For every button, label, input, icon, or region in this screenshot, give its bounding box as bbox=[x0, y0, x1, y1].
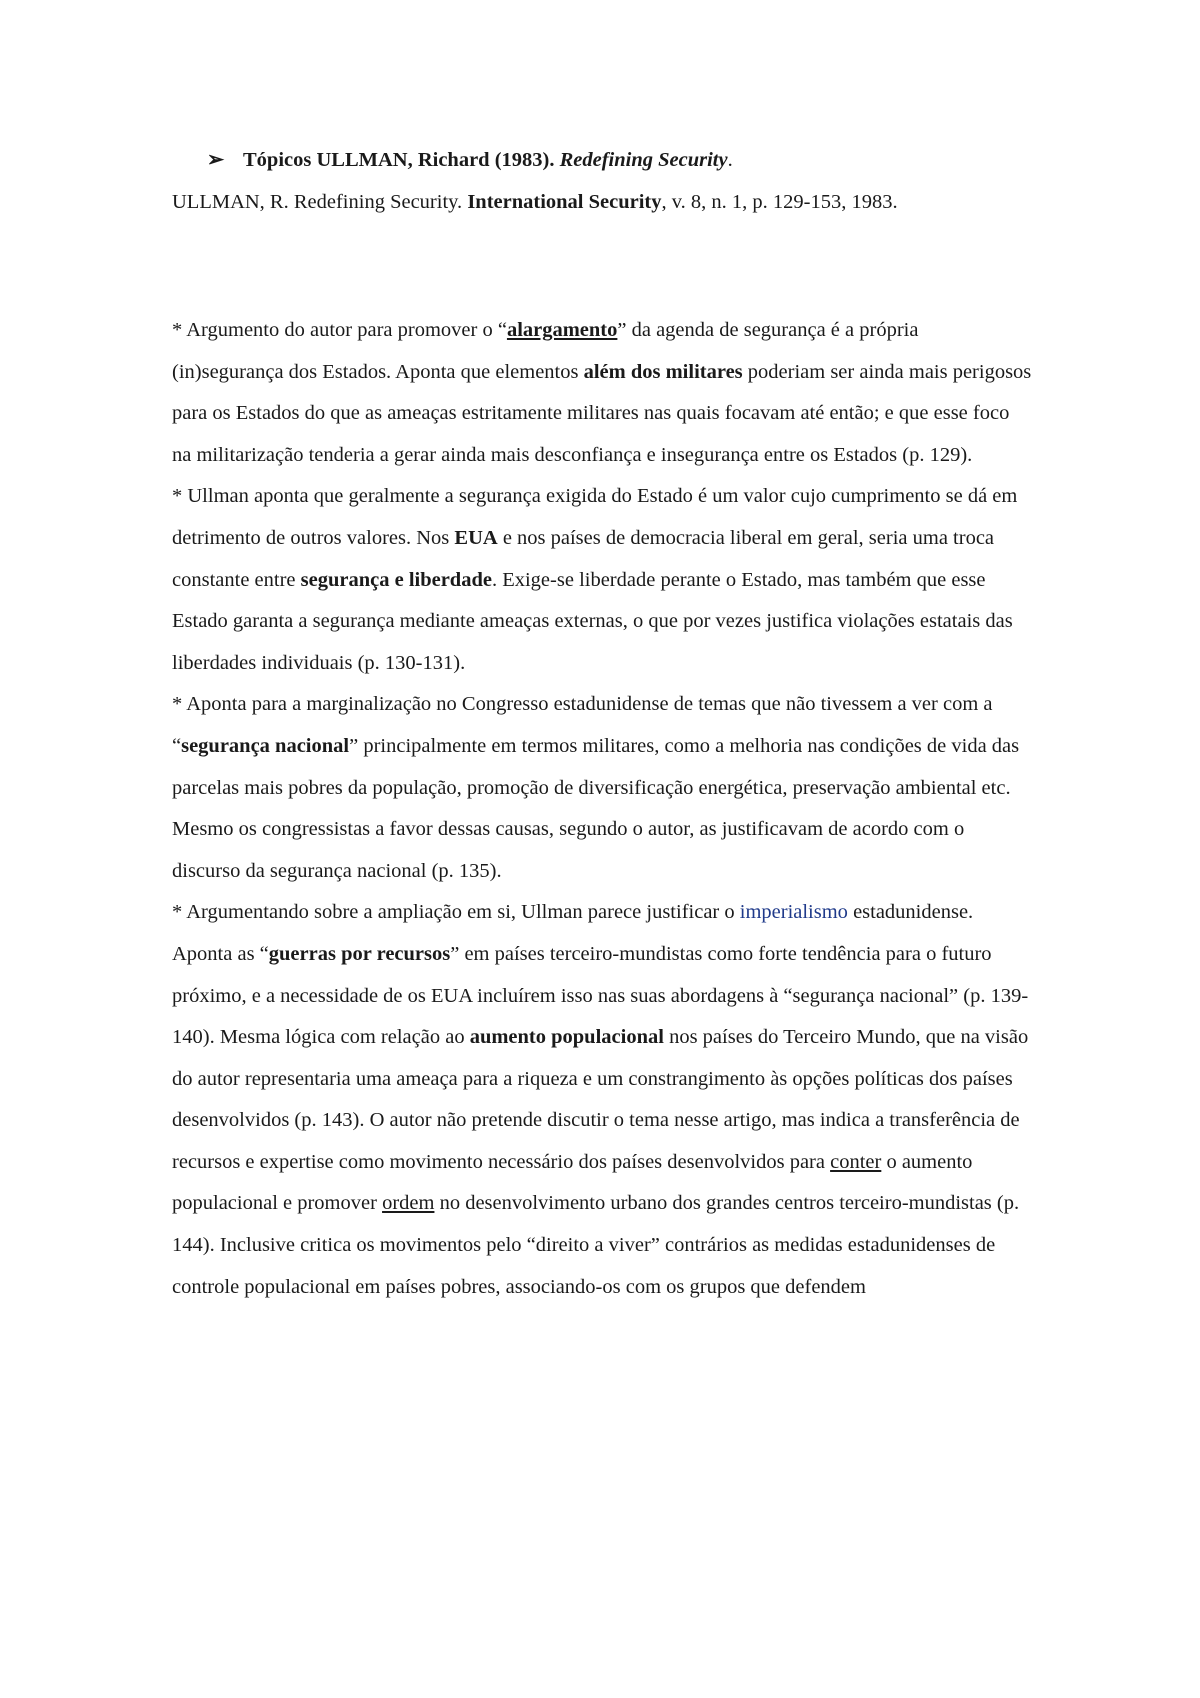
text-run: ” em países terceiro-mundistas como forte tendência para o futuro próximo, e a necessidade de os EUA incluírem isso nas suas abordagens à “segurança nacional” (p. 139-140). Mesma lógica com relação ao bbox=[172, 942, 1029, 1049]
underline-conter: conter bbox=[830, 1150, 882, 1173]
paragraph-imperialismo bbox=[172, 892, 1032, 1308]
document-heading bbox=[207, 146, 733, 174]
citation-suffix: , v. 8, n. 1, p. 129-153, 1983. bbox=[661, 191, 898, 213]
emphasis-aumento-populacional: aumento populacional bbox=[469, 1026, 664, 1049]
text-run: * Ullman aponta que geralmente a segurança exigida do Estado é um valor cujo cumprimento se dá em detrimento de outros valores. Nos bbox=[172, 485, 1018, 549]
heading-bold-text: Tópicos ULLMAN, Richard (1983). bbox=[243, 149, 560, 171]
paragraph-alargamento bbox=[172, 310, 1032, 476]
emphasis-alargamento: alargamento bbox=[506, 319, 618, 341]
text-run: * Argumento do autor para promover o “ bbox=[172, 319, 507, 341]
emphasis-alem-dos-militares: além dos militares bbox=[583, 360, 743, 383]
heading-suffix: . bbox=[727, 149, 733, 171]
citation-journal: International Security bbox=[467, 191, 662, 213]
emphasis-seguranca-nacional: segurança nacional bbox=[181, 734, 350, 757]
paragraph-seguranca-liberdade bbox=[172, 476, 1032, 684]
underline-ordem: ordem bbox=[382, 1192, 435, 1215]
text-run: ” principalmente em termos militares, como a melhoria nas condições de vida das parcelas mais pobres da população, promoção de diversificação energética, preservação ambiental etc. Mesmo os congressistas a favor dessas causas, segundo o autor, as justificavam de acordo com o discurso da segurança nacional (p. 135). bbox=[172, 734, 1020, 882]
text-run: nos países do Terceiro Mundo, que na visão do autor representaria uma ameaça para a riqueza e um constrangimento às opções políticas dos países desenvolvidos (p. 143). O autor não pretende discutir o tema nesse artigo, mas indica a transferência de recursos e expertise como movimento necessário dos países desenvolvidos para bbox=[172, 1026, 1029, 1173]
emphasis-guerras-por-recursos: guerras por recursos bbox=[268, 942, 451, 965]
text-run: . Exige-se liberdade perante o Estado, mas também que esse Estado garanta a segurança mediante ameaças externas, o que por vezes justifica violações estatais das liberdades individuais (p. 130-131). bbox=[172, 568, 1013, 674]
text-run: poderiam ser ainda mais perigosos para os Estados do que as ameaças estritamente militares nas quais focavam até então; e que esse foco na militarização tenderia a gerar ainda mais desconfiança e insegurança entre os Estados (p. 129). bbox=[172, 360, 1032, 466]
text-run: o aumento populacional e promover bbox=[172, 1150, 973, 1215]
emphasis-eua: EUA bbox=[454, 526, 498, 549]
text-run: no desenvolvimento urbano dos grandes centros terceiro-mundistas (p. 144). Inclusive critica os movimentos pelo “direito a viver” contrários as medidas estadunidenses de controle populacional em países pobres, associando-os com os grupos que defendem bbox=[172, 1192, 1020, 1298]
text-run: e nos países de democracia liberal em geral, seria uma troca constante entre bbox=[172, 526, 995, 591]
text-run: * Aponta para a marginalização no Congresso estadunidense de temas que não tivessem a ver com a “ bbox=[172, 693, 993, 757]
link-imperialismo[interactable]: imperialismo bbox=[739, 901, 848, 924]
emphasis-seguranca-e-liberdade: segurança e liberdade bbox=[300, 568, 492, 591]
document-body bbox=[172, 310, 1032, 1308]
heading-title-italic: Redefining Security bbox=[559, 149, 728, 171]
reference-citation bbox=[172, 188, 898, 216]
citation-prefix: ULLMAN, R. Redefining Security. bbox=[172, 191, 468, 213]
text-run: estadunidense. Aponta as “ bbox=[172, 901, 974, 965]
text-run: ” da agenda de segurança é a própria (in)segurança dos Estados. Aponta que elementos bbox=[172, 319, 919, 383]
text-run: * Argumentando sobre a ampliação em si, Ullman parece justificar o bbox=[172, 901, 740, 924]
arrow-bullet-icon: ➢ bbox=[207, 149, 225, 171]
paragraph-seguranca-nacional bbox=[172, 684, 1032, 892]
